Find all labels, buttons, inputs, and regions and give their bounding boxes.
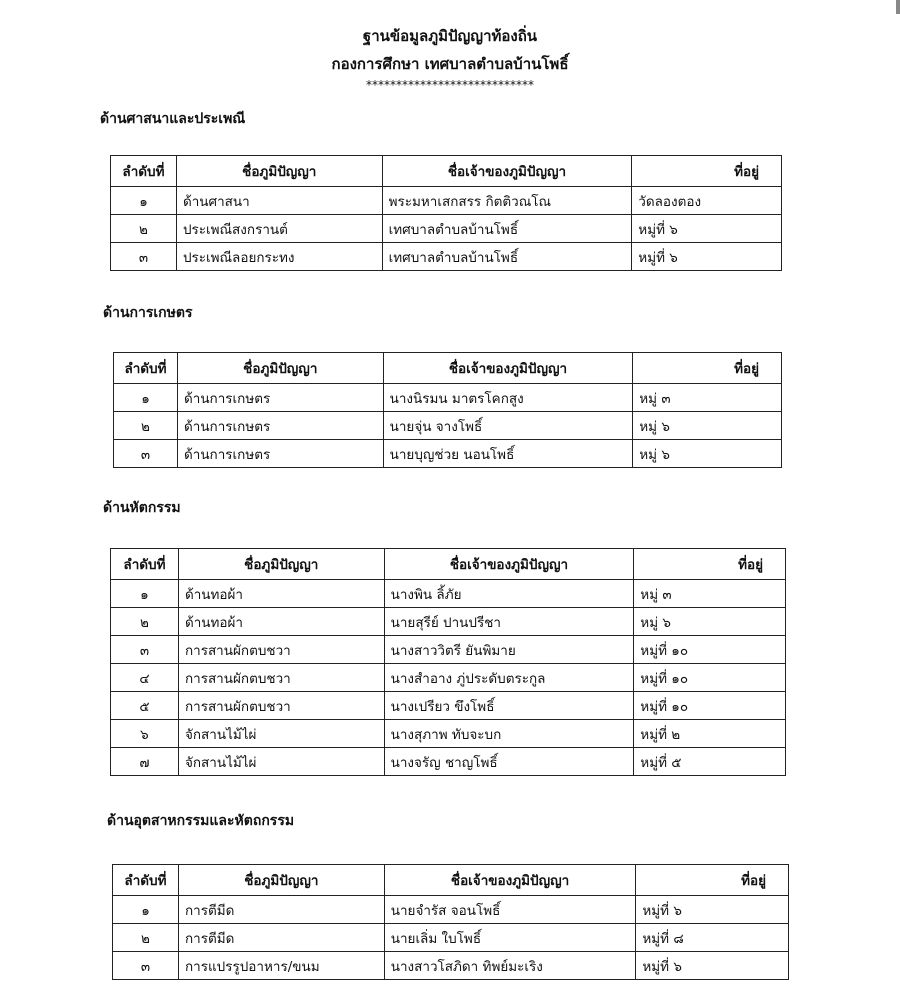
header-wisdom: ชื่อภูมิปัญญา <box>178 549 384 580</box>
row-address: หมู่ที่ ๖ <box>632 215 782 243</box>
row-wisdom: ด้านศาสนา <box>176 187 382 215</box>
row-owner: นางสาววิตรี ยันพิมาย <box>384 636 634 664</box>
row-address: วัดลองตอง <box>632 187 782 215</box>
scan-edge-mark <box>896 0 900 14</box>
row-wisdom: ด้านการเกษตร <box>177 412 383 440</box>
row-index: ๒ <box>111 608 179 636</box>
table-row <box>113 924 789 952</box>
header-address: ที่อยู่ <box>634 549 786 580</box>
row-owner: นางสาวโสภิดา ทิพย์มะเริง <box>384 952 636 980</box>
row-index: ๑ <box>114 384 178 412</box>
table-row <box>111 215 782 243</box>
row-wisdom: ด้านการเกษตร <box>177 384 383 412</box>
row-index: ๑ <box>111 580 179 608</box>
table-row <box>111 243 782 271</box>
table-agriculture <box>113 352 782 468</box>
row-wisdom: การตีมีด <box>178 896 384 924</box>
document-title: ฐานข้อมูลภูมิปัญญาท้องถิ่น <box>362 27 538 45</box>
row-owner: นางสุภาพ ทับจะบก <box>384 720 634 748</box>
row-owner: นางจรัญ ชาญโพธิ์ <box>384 748 634 776</box>
header-owner: ชื่อเจ้าของภูมิปัญญา <box>382 156 632 187</box>
table-row <box>111 580 786 608</box>
row-owner: นายบุญช่วย นอนโพธิ์ <box>383 440 633 468</box>
row-address: หมู่ที่ ๑๐ <box>634 664 786 692</box>
table-header-row <box>113 865 789 896</box>
table-row <box>111 608 786 636</box>
row-index: ๑ <box>111 187 177 215</box>
table-row <box>111 664 786 692</box>
row-index: ๕ <box>111 692 179 720</box>
row-index: ๖ <box>111 720 179 748</box>
row-address: หมู่ที่ ๑๐ <box>634 636 786 664</box>
row-owner: นายจำรัส จอนโพธิ์ <box>384 896 636 924</box>
row-index: ๒ <box>113 924 179 952</box>
header-owner: ชื่อเจ้าของภูมิปัญญา <box>384 865 636 896</box>
table-row <box>114 440 782 468</box>
row-wisdom: การตีมีด <box>178 924 384 952</box>
row-owner: นางนิรมน มาตรโคกสูง <box>383 384 633 412</box>
table-row <box>114 412 782 440</box>
row-wisdom: ด้านทอผ้า <box>178 608 384 636</box>
row-address: หมู่ ๓ <box>634 580 786 608</box>
row-index: ๓ <box>111 243 177 271</box>
section-title-industry: ด้านอุตสาหกรรมและหัตถกรรม <box>107 813 295 829</box>
row-address: หมู่ ๓ <box>633 384 782 412</box>
section-title-handicraft: ด้านหัตกรรม <box>103 500 181 516</box>
section-title-religion: ด้านศาสนาและประเพณี <box>100 111 246 127</box>
table-religion <box>110 155 782 271</box>
header-index: ลำดับที่ <box>114 353 178 384</box>
section-title-agriculture: ด้านการเกษตร <box>103 305 193 321</box>
row-address: หมู่ ๖ <box>633 440 782 468</box>
table-header-row <box>114 353 782 384</box>
row-wisdom: จักสานไม้ไผ่ <box>178 720 384 748</box>
title-divider: **************************** <box>366 78 534 92</box>
table-row <box>114 384 782 412</box>
row-address: หมู่ ๖ <box>633 412 782 440</box>
header-index: ลำดับที่ <box>113 865 179 896</box>
row-owner: เทศบาลตำบลบ้านโพธิ์ <box>382 243 632 271</box>
header-address: ที่อยู่ <box>632 156 782 187</box>
table-row <box>111 187 782 215</box>
header-wisdom: ชื่อภูมิปัญญา <box>178 865 384 896</box>
row-owner: นางพิน ลิ้ภัย <box>384 580 634 608</box>
row-owner: นายจุ่น จางโพธิ์ <box>383 412 633 440</box>
row-index: ๒ <box>114 412 178 440</box>
row-address: หมู่ที่ ๖ <box>636 896 789 924</box>
table-row <box>111 720 786 748</box>
header-owner: ชื่อเจ้าของภูมิปัญญา <box>384 549 634 580</box>
row-wisdom: การสานผักตบชวา <box>178 692 384 720</box>
row-wisdom: ด้านการเกษตร <box>177 440 383 468</box>
row-address: หมู่ที่ ๒ <box>634 720 786 748</box>
row-index: ๒ <box>111 215 177 243</box>
row-owner: นายสุรีย์ ปานปรีชา <box>384 608 634 636</box>
row-wisdom: ด้านทอผ้า <box>178 580 384 608</box>
row-address: หมู่ที่ ๕ <box>634 748 786 776</box>
header-address: ที่อยู่ <box>633 353 782 384</box>
row-owner: นายเลิ่ม ใบโพธิ์ <box>384 924 636 952</box>
row-wisdom: จักสานไม้ไผ่ <box>178 748 384 776</box>
table-header-row <box>111 549 786 580</box>
table-industry <box>112 864 789 980</box>
table-handicraft <box>110 548 786 776</box>
row-owner: นางสำอาง ภู่ประดับตระกูล <box>384 664 634 692</box>
row-owner: นางเปรียว ขึงโพธิ์ <box>384 692 634 720</box>
row-index: ๓ <box>113 952 179 980</box>
row-index: ๔ <box>111 664 179 692</box>
row-address: หมู่ ๖ <box>634 608 786 636</box>
header-index: ลำดับที่ <box>111 549 179 580</box>
document-subtitle: กองการศึกษา เทศบาลตำบลบ้านโพธิ์ <box>331 55 569 73</box>
header-owner: ชื่อเจ้าของภูมิปัญญา <box>383 353 633 384</box>
row-address: หมู่ที่ ๖ <box>632 243 782 271</box>
header-address: ที่อยู่ <box>636 865 789 896</box>
table-row <box>111 636 786 664</box>
row-wisdom: การแปรรูปอาหาร/ขนม <box>178 952 384 980</box>
row-wisdom: ประเพณีสงกรานต์ <box>176 215 382 243</box>
table-row <box>113 952 789 980</box>
table-header-row <box>111 156 782 187</box>
row-index: ๗ <box>111 748 179 776</box>
row-address: หมู่ที่ ๘ <box>636 924 789 952</box>
row-wisdom: การสานผักตบชวา <box>178 664 384 692</box>
row-index: ๓ <box>111 636 179 664</box>
table-row <box>111 748 786 776</box>
row-wisdom: การสานผักตบชวา <box>178 636 384 664</box>
row-owner: พระมหาเสกสรร กิตติวณโณ <box>382 187 632 215</box>
header-index: ลำดับที่ <box>111 156 177 187</box>
row-index: ๑ <box>113 896 179 924</box>
row-owner: เทศบาลตำบลบ้านโพธิ์ <box>382 215 632 243</box>
row-wisdom: ประเพณีลอยกระทง <box>176 243 382 271</box>
row-address: หมู่ที่ ๑๐ <box>634 692 786 720</box>
header-wisdom: ชื่อภูมิปัญญา <box>177 353 383 384</box>
table-row <box>113 896 789 924</box>
row-index: ๓ <box>114 440 178 468</box>
header-wisdom: ชื่อภูมิปัญญา <box>176 156 382 187</box>
row-address: หมู่ที่ ๖ <box>636 952 789 980</box>
table-row <box>111 692 786 720</box>
